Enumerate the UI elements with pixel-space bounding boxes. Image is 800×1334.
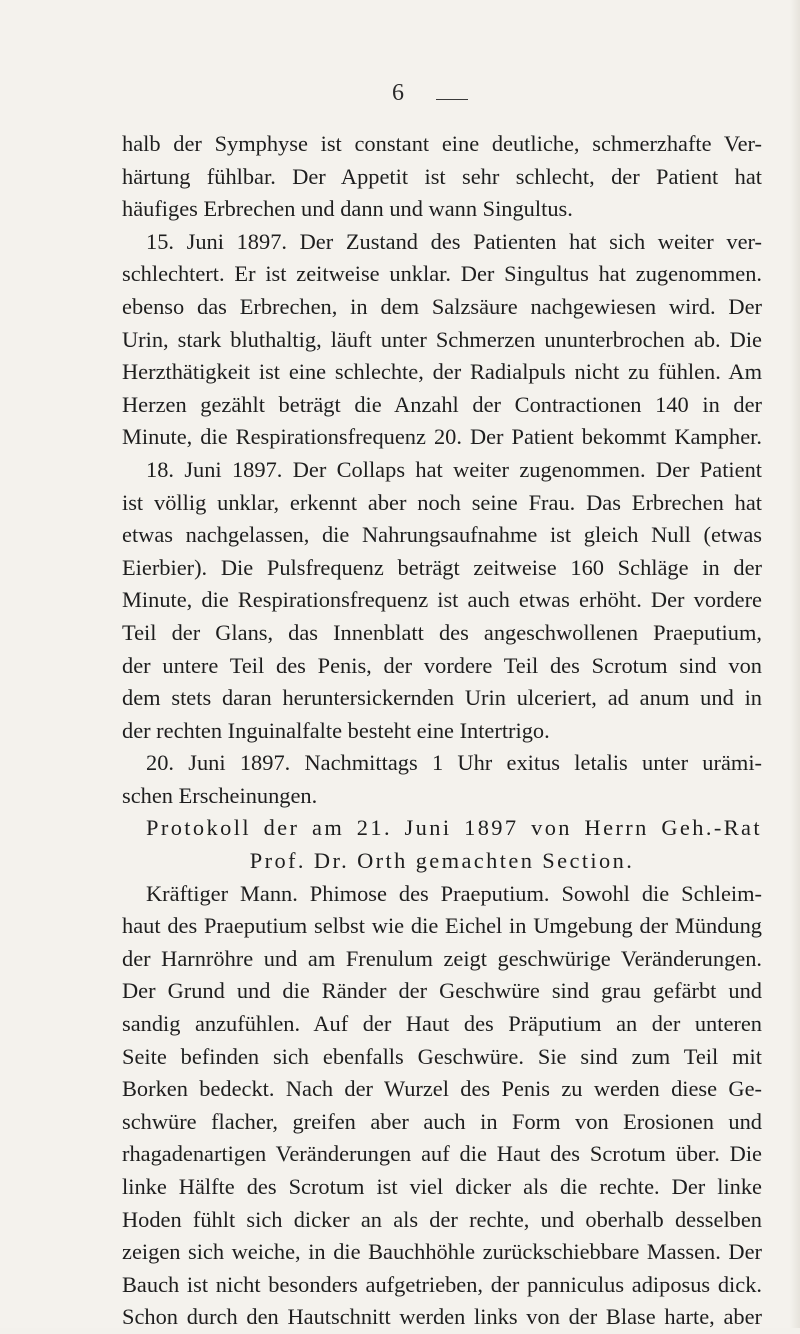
- text-line: Herzthätigkeit ist eine schlechte, der Radialpuls nicht zu fühlen. Am: [122, 359, 762, 385]
- page-number-rule: [436, 99, 468, 100]
- text-line: Bauch ist nicht besonders aufgetrieben, der panniculus adiposus dick.: [122, 1271, 762, 1297]
- text-line: häufiges Erbrechen und dann und wann Singultus.: [122, 196, 573, 222]
- text-line: dem stets daran heruntersickernden Urin ulceriert, ad anum und in: [122, 685, 762, 711]
- text-line: Minute, die Respirationsfrequenz ist auch etwas erhöht. Der vordere: [122, 587, 762, 613]
- text-line: Borken bedeckt. Nach der Wurzel des Penis zu werden diese Ge-: [122, 1076, 762, 1102]
- entry-first-line: 18. Juni 1897. Der Collaps hat weiter zugenommen. Der Patient: [146, 456, 762, 482]
- text-line: Hoden fühlt sich dicker an als der rechte, und oberhalb desselben: [122, 1206, 762, 1232]
- entry-first-line: Kräftiger Mann. Phimose des Praeputium. Sowohl die Schleim-: [146, 880, 762, 906]
- text-line: Der Grund und die Ränder der Geschwüre sind grau gefärbt und: [122, 978, 762, 1004]
- page-edge-shadow: [790, 0, 800, 1328]
- body-text: [122, 128, 762, 1334]
- text-line: der rechten Inguinalfalte besteht eine Intertrigo.: [122, 717, 550, 743]
- text-line: halb der Symphyse ist constant eine deutliche, schmerzhafte Ver-: [122, 131, 762, 156]
- protocol-heading-line-1: Protokoll der am 21. Juni 1897 von Herrn Geh.-Rat: [146, 815, 762, 841]
- text-line: Eierbier). Die Pulsfrequenz beträgt zeitweise 160 Schläge in der: [122, 554, 762, 580]
- text-line: härtung fühlbar. Der Appetit ist sehr schlecht, der Patient hat: [122, 163, 762, 189]
- text-line: ebenso das Erbrechen, in dem Salzsäure nachgewiesen wird. Der: [122, 293, 762, 319]
- text-line: Minute, die Respirationsfrequenz 20. Der Patient bekommt Kampher.: [122, 424, 762, 450]
- text-line: linke Hälfte des Scrotum ist viel dicker als die rechte. Der linke: [122, 1174, 762, 1199]
- text-line: der Harnröhre und am Frenulum zeigt geschwürige Veränderungen.: [122, 945, 762, 971]
- text-line: Seite befinden sich ebenfalls Geschwüre. Sie sind zum Teil mit: [122, 1043, 762, 1069]
- entry-first-line: 15. Juni 1897. Der Zustand des Patienten hat sich weiter ver-: [146, 228, 762, 254]
- text-line: Urin, stark bluthaltig, läuft unter Schmerzen ununterbrochen ab. Die: [122, 326, 762, 352]
- text-line: Teil der Glans, das Innenblatt des angeschwollenen Praeputium,: [122, 619, 762, 645]
- text-line: haut des Praeputium selbst wie die Eichel in Umgebung der Mündung: [122, 913, 762, 939]
- text-line: schwüre flacher, greifen aber auch in Form von Erosionen und: [122, 1108, 762, 1134]
- text-line: der untere Teil des Penis, der vordere Teil des Scrotum sind von: [122, 652, 762, 678]
- text-line: etwas nachgelassen, die Nahrungsaufnahme ist gleich Null (etwas: [122, 522, 762, 548]
- text-line: Herzen gezählt beträgt die Anzahl der Contractionen 140 in der: [122, 391, 762, 417]
- text-line: Schon durch den Hautschnitt werden links von der Blase harte, aber: [122, 1304, 762, 1330]
- entry-first-line: 20. Juni 1897. Nachmittags 1 Uhr exitus letalis unter urämi-: [146, 750, 762, 776]
- text-line: rhagadenartigen Veränderungen auf die Haut des Scrotum über. Die: [122, 1141, 762, 1167]
- text-line: zeigen sich weiche, in die Bauchhöhle zurückschiebbare Massen. Der: [122, 1239, 762, 1265]
- text-line: schen Erscheinungen.: [122, 782, 318, 808]
- protocol-heading-line-2: Prof. Dr. Orth gemachten Section.: [249, 848, 635, 874]
- text-line: sandig anzufühlen. Auf der Haut des Präputium an der unteren: [122, 1011, 762, 1037]
- page-number: 6: [392, 80, 404, 106]
- text-line: schlechtert. Er ist zeitweise unklar. Der Singultus hat zugenommen.: [122, 261, 762, 287]
- text-line: ist völlig unklar, erkennt aber noch seine Frau. Das Erbrechen hat: [122, 489, 762, 515]
